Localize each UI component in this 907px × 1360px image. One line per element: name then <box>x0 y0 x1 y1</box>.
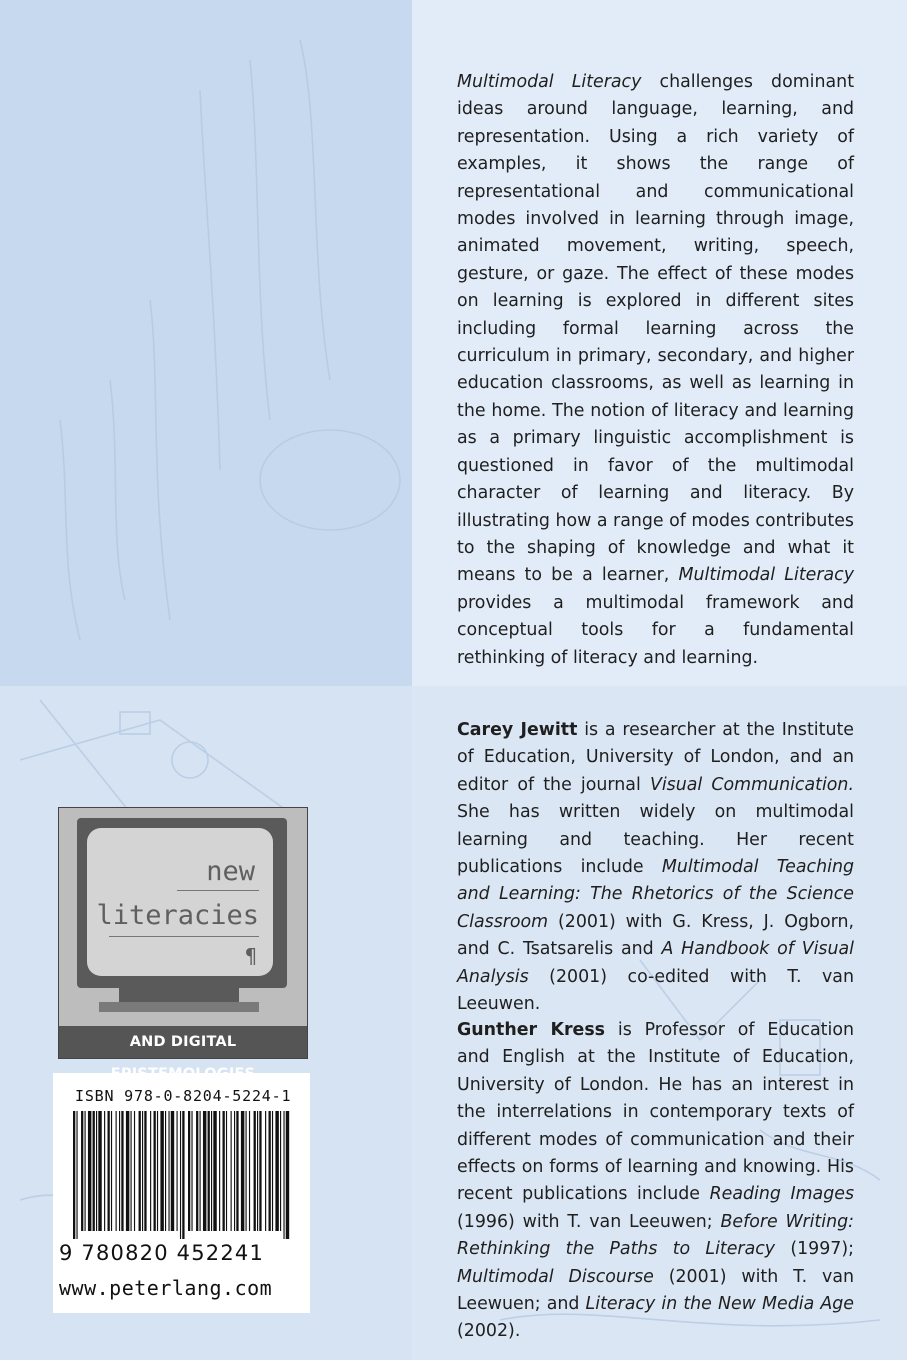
monitor-stand-base <box>99 1002 259 1012</box>
barcode-bar <box>226 1111 227 1231</box>
barcode-bar <box>154 1111 156 1231</box>
barcode-bar <box>219 1111 220 1231</box>
barcode-bar <box>88 1111 91 1231</box>
barcode-bar <box>208 1111 210 1231</box>
barcode-bar <box>85 1111 86 1231</box>
barcode-bar <box>142 1111 143 1231</box>
barcode-bar <box>134 1111 135 1231</box>
barcode-bar <box>121 1111 123 1231</box>
monitor-icon <box>77 818 287 988</box>
barcode-bar <box>131 1111 132 1231</box>
series-logo <box>58 807 308 1059</box>
barcode-bar <box>157 1111 158 1231</box>
barcode-bar <box>93 1111 95 1231</box>
author-bio-kress: Gunther Kress is Professor of Education and English at the Institute of Education, University of London. He has an interest in the interrelations in contemporary texts of different modes of communication and their effects on forms of learning and knowing. His recent publications include Reading Images (1996) with T. van Leeuwen; Before Writing: Rethinking the Paths to Literacy (1997); Multimodal Discourse (2001) with T. van Leewuen; and Literacy in the New Media Age (2002). <box>457 1020 855 1342</box>
barcode-bar <box>104 1111 105 1231</box>
author-bio-jewitt: Carey Jewitt is a researcher at the Institute of Education, University of London, and an editor of the journal Visual Communication. She has written widely on multimodal learning and teaching. Her recent publications include Multimodal Teaching and Learning: The Rhetorics of the Science Classroom (2001) with G. Kress, J. Ogborn, and C. Tsatsarelis and A Handbook of Visual Analysis (2001) co-edited with T. van Leeuwen. <box>457 720 855 1015</box>
isbn-number: ISBN 978-0-8204-5224-1 <box>75 1087 292 1105</box>
barcode-bar <box>119 1111 120 1231</box>
logo-rule <box>109 936 259 937</box>
book-title-italic: Multimodal Literacy <box>678 565 854 586</box>
barcode-bar <box>236 1111 238 1231</box>
barcode-bar <box>254 1111 256 1231</box>
barcode-bar <box>257 1111 258 1231</box>
barcode-bar <box>108 1111 110 1231</box>
barcode-bar <box>182 1111 184 1239</box>
barcode-bar <box>275 1111 278 1231</box>
barcode-bar <box>265 1111 266 1231</box>
barcode-bar <box>231 1111 232 1231</box>
barcode-bar <box>144 1111 146 1231</box>
series-subtitle-band: AND DIGITAL <box>59 1026 307 1058</box>
barcode-bar <box>116 1111 117 1231</box>
barcode-bar <box>139 1111 141 1231</box>
barcode-bar <box>241 1111 244 1231</box>
barcode-panel <box>53 1073 310 1313</box>
barcode-bar <box>211 1111 212 1231</box>
barcode-bar <box>196 1111 198 1231</box>
barcode-bar <box>96 1111 97 1231</box>
barcode-bar <box>168 1111 169 1231</box>
barcode-bar <box>98 1111 101 1231</box>
barcode-bar <box>73 1111 75 1239</box>
barcode-bar <box>177 1111 178 1231</box>
author-name: Gunther Kress <box>457 1020 606 1040</box>
barcode-bar <box>188 1111 190 1231</box>
barcode-bar <box>126 1111 129 1231</box>
barcode-bar <box>160 1111 163 1231</box>
barcode-bar <box>223 1111 225 1231</box>
barcode-bar <box>191 1111 192 1231</box>
barcode-bar <box>249 1111 250 1231</box>
barcode-bar <box>200 1111 201 1231</box>
logo-word-new: new <box>206 856 255 887</box>
book-title-italic: Multimodal Literacy <box>457 72 642 92</box>
barcode-bar <box>81 1111 83 1231</box>
barcode-bar <box>213 1111 216 1231</box>
monitor-screen <box>87 828 273 976</box>
barcode-bar <box>150 1111 151 1231</box>
barcode-bar <box>76 1111 77 1239</box>
barcode-icon <box>73 1111 291 1239</box>
book-description: Multimodal Literacy challenges dominant ideas around language, learning, and representation. Using a rich variety of examples, it shows the range of representational and communicational modes involved in learning through image, animated movement, writing, speech, gesture, or gaze. The effect of these modes on learning is explored in different sites including formal learning across the curriculum in primary, secondary, and higher education classrooms, as well as learning in the home. The notion of literacy and learning as a primary linguistic accomplishment is questioned in favor of the multimodal character of learning and literacy. By illustrating how a range of modes contributes to the shaping of knowledge and what it means to be a learner, Multimodal Literacy provides a multimodal framework and conceptual tools for a fundamental rethinking of literacy and learning. <box>457 72 855 668</box>
barcode-bar <box>234 1111 235 1231</box>
monitor-stand <box>119 988 239 1002</box>
barcode-bar <box>180 1111 181 1239</box>
barcode-digits: 9 780820 452241 <box>59 1241 265 1265</box>
logo-word-literacies: literacies <box>96 900 259 931</box>
barcode-bar <box>272 1111 273 1231</box>
publisher-url: www.peterlang.com <box>59 1276 273 1300</box>
barcode-bar <box>246 1111 247 1231</box>
author-name: Carey Jewitt <box>457 720 578 740</box>
barcode-bar <box>286 1111 289 1239</box>
barcode-bar <box>171 1111 174 1231</box>
barcode-bar <box>269 1111 271 1231</box>
barcode-bar <box>203 1111 206 1231</box>
barcode-bar <box>283 1111 284 1239</box>
barcode-bar <box>259 1111 261 1231</box>
pilcrow-icon: ¶ <box>244 944 257 968</box>
barcode-bar <box>165 1111 166 1231</box>
barcode-bar <box>280 1111 281 1231</box>
logo-rule <box>177 890 259 891</box>
barcode-bar <box>111 1111 112 1231</box>
